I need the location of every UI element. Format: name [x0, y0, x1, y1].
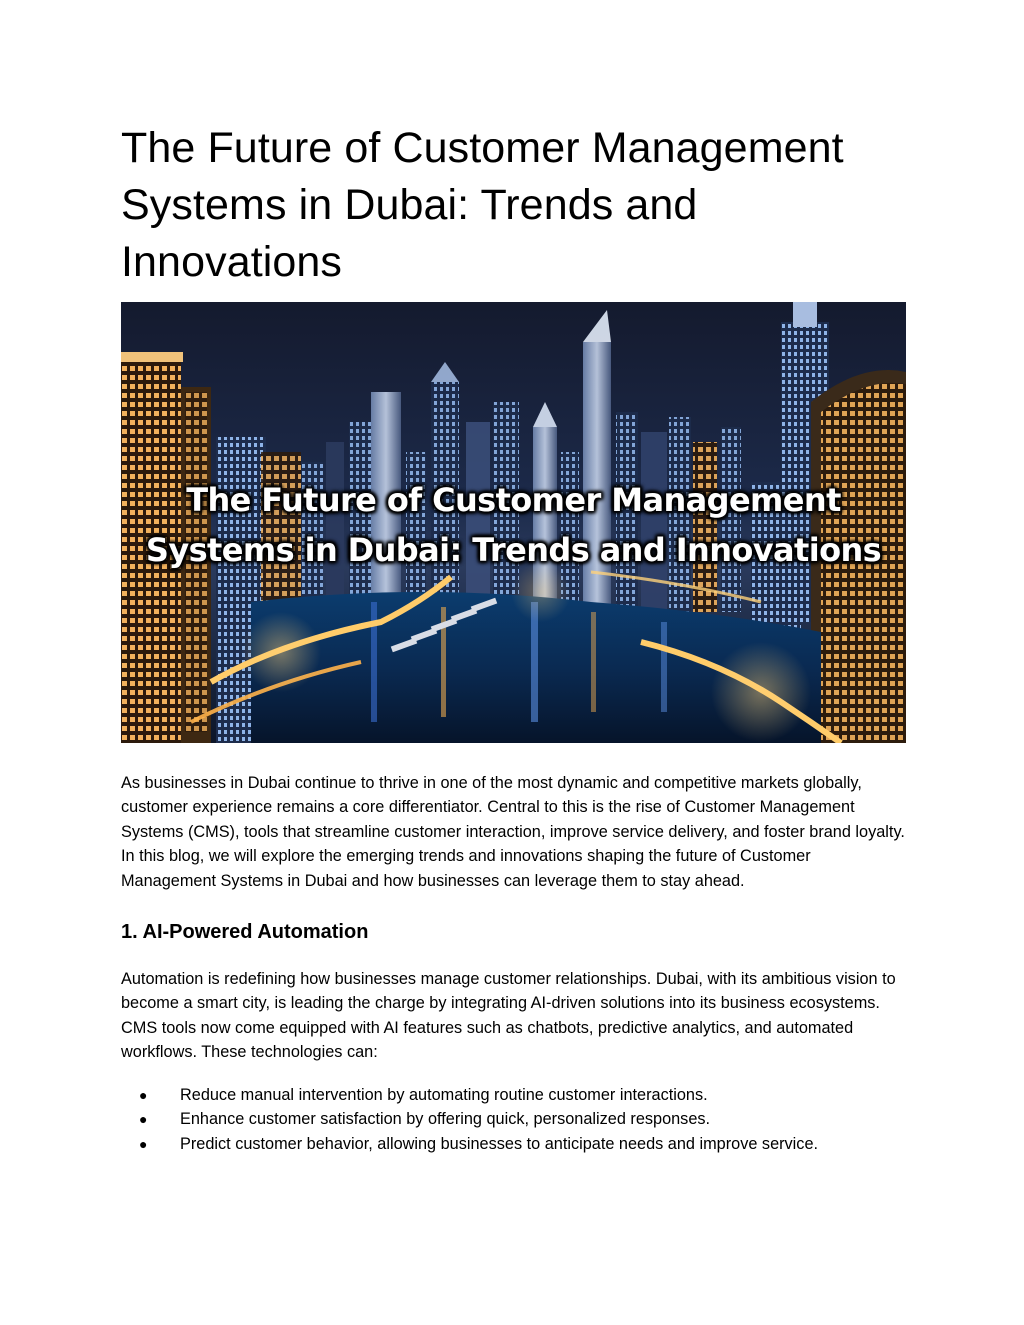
bullet-icon: ● — [139, 1086, 148, 1103]
list-item-text: Reduce manual intervention by automating routine customer interactions. — [180, 1085, 708, 1104]
section-paragraph: Automation is redefining how businesses manage customer relationships. Dubai, with its ambitious vision to become a smart city, is leading the charge by integrating AI-driven solutions into its business ecosystems. CMS tools now come equipped with AI features such as chatbots, predictive analytics, and automated workflows. These technologies can: — [121, 970, 896, 1062]
document-page — [121, 120, 907, 1156]
hero-overlay-title — [121, 475, 906, 575]
document-title — [121, 120, 907, 291]
bullet-icon: ● — [139, 1111, 148, 1128]
title-line: Innovations — [121, 238, 343, 286]
bullet-icon: ● — [139, 1135, 148, 1152]
bullet-list — [121, 1083, 907, 1157]
list-item — [121, 1083, 907, 1108]
list-item — [121, 1132, 907, 1157]
hero-title-line: The Future of Customer Management — [186, 481, 841, 519]
intro-paragraph: As businesses in Dubai continue to thrive in one of the most dynamic and competitive markets globally, customer experience remains a core differentiator. Central to this is the rise of Customer Management Systems (CMS), tools that streamline customer interaction, improve service delivery, and foster brand loyalty. In this blog, we will explore the emerging trends and innovations shaping the future of Customer Management Systems in Dubai and how businesses can leverage them to stay ahead. — [121, 774, 905, 890]
section-heading: 1. AI-Powered Automation — [121, 921, 369, 944]
hero-image — [121, 302, 906, 743]
hero-title-line: Systems in Dubai: Trends and Innovations — [145, 531, 882, 569]
list-item-text: Predict customer behavior, allowing businesses to anticipate needs and improve service. — [180, 1134, 819, 1153]
list-item-text: Enhance customer satisfaction by offering quick, personalized responses. — [180, 1110, 711, 1129]
title-line: The Future of Customer Management — [121, 124, 844, 172]
list-item — [121, 1107, 907, 1132]
title-line: Systems in Dubai: Trends and — [121, 181, 698, 229]
